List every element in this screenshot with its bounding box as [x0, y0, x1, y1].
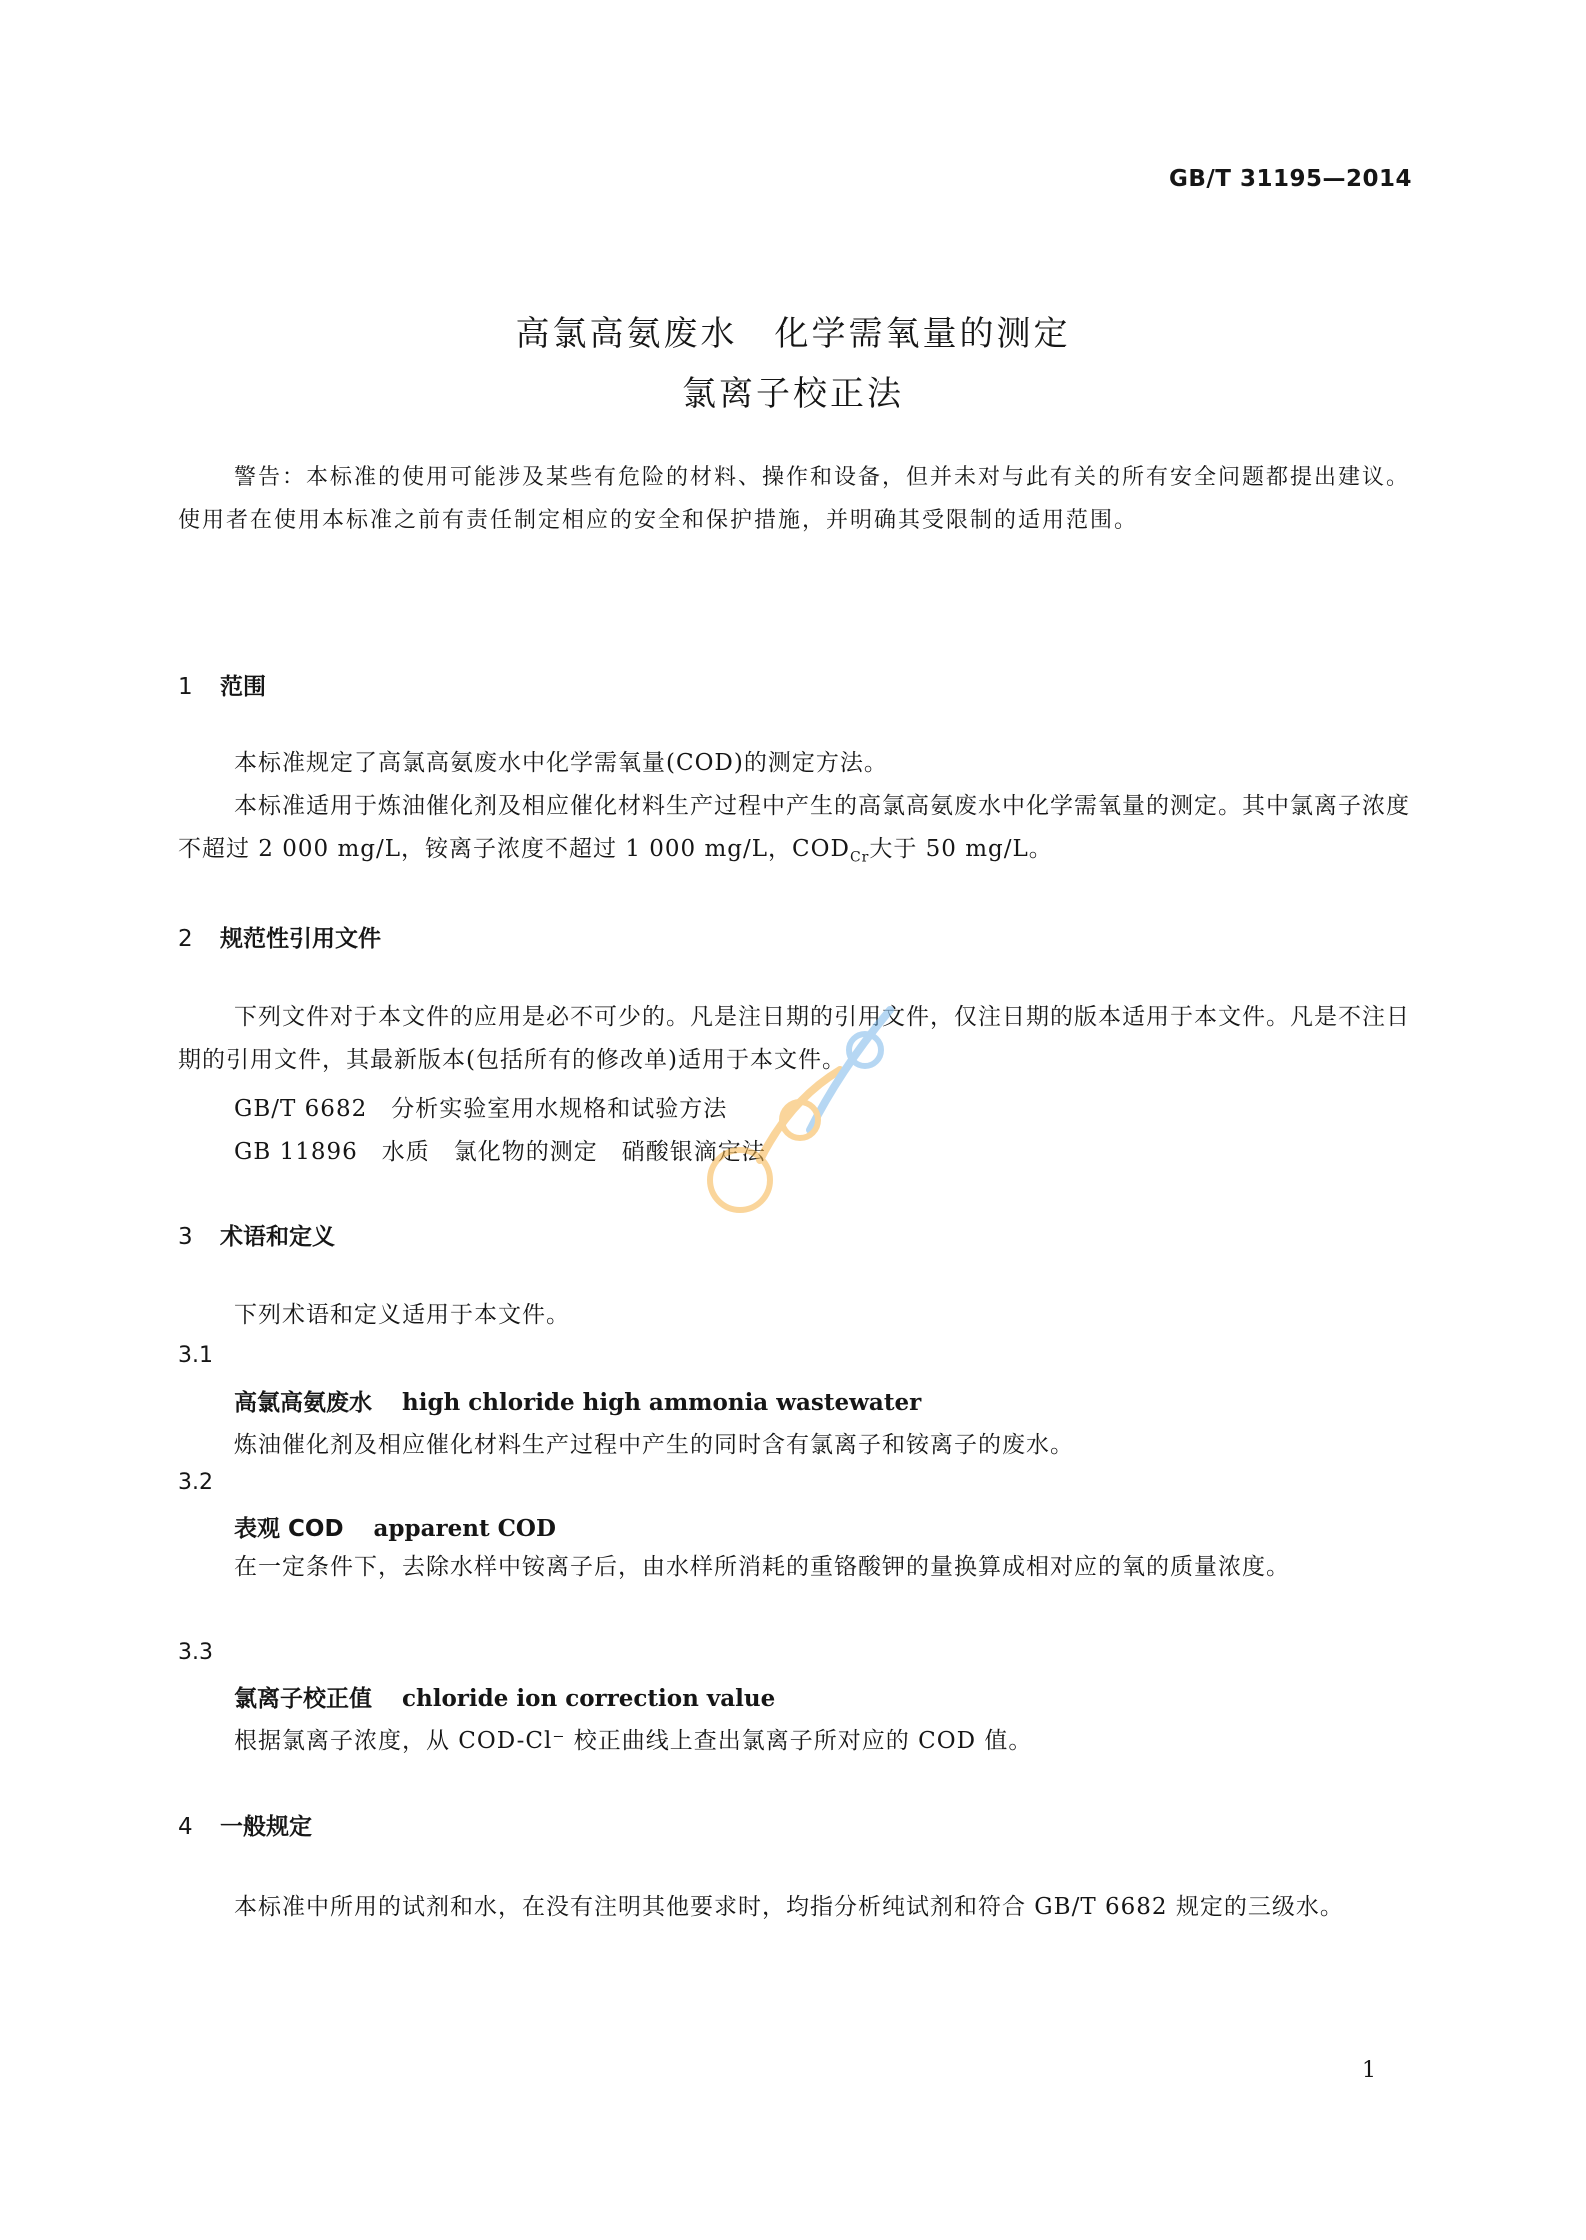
section-number: 3: [178, 1224, 193, 1250]
term-number: 3.3: [178, 1640, 213, 1665]
term-number: 3.1: [178, 1343, 213, 1368]
section-number: 2: [178, 926, 193, 952]
standard-number: GB/T 31195—2014: [1168, 166, 1412, 192]
document-subtitle: 氯离子校正法: [682, 374, 904, 414]
watermark-logo-icon: [690, 980, 920, 1240]
term-definition: 炼油催化剂及相应催化材料生产过程中产生的同时含有氯离子和铵离子的废水。: [234, 1432, 1074, 1458]
term-heading: 氯离子校正值 chloride ion correction value: [234, 1685, 776, 1712]
cod-subscript: Cr: [849, 849, 870, 866]
section-heading-scope: [178, 668, 266, 701]
scope-paragraph-2: 本标准适用于炼油催化剂及相应催化材料生产过程中产生的高氯高氨废水中化学需氧量的测定。其中氯离子浓度不超过 2 000 mg/L，铵离子浓度不超过 1 000 mg/L，$COD_{Cr}$大于 50 mg/L。: [178, 793, 1410, 866]
term-heading: 高氯高氨废水 high chloride high ammonia wastewater: [234, 1389, 922, 1416]
scope-paragraph-1: 本标准规定了高氯高氨废水中化学需氧量(COD)的测定方法。: [234, 750, 888, 776]
reference-item: GB 11896 水质 氯化物的测定 硝酸银滴定法: [234, 1139, 766, 1165]
section-title: 规范性引用文件: [220, 926, 381, 952]
section-heading-terms-definitions: [178, 1218, 335, 1251]
references-paragraph: 下列文件对于本文件的应用是必不可少的。凡是注日期的引用文件，仅注日期的版本适用于本文件。凡是不注日期的引用文件，其最新版本(包括所有的修改单)适用于本文件。: [178, 1004, 1410, 1073]
section-number: 1: [178, 674, 193, 700]
warning-paragraph: 警告：本标准的使用可能涉及某些有危险的材料、操作和设备，但并未对与此有关的所有安全问题都提出建议。使用者在使用本标准之前有责任制定相应的安全和保护措施，并明确其受限制的适用范围。: [178, 465, 1411, 533]
section-title: 术语和定义: [220, 1224, 335, 1250]
section-heading-general-provisions: [178, 1808, 312, 1841]
terms-intro: 下列术语和定义适用于本文件。: [234, 1302, 570, 1328]
term-definition: 根据氯离子浓度，从 COD-Cl⁻ 校正曲线上查出氯离子所对应的 COD 值。: [234, 1728, 1033, 1754]
page-number: 1: [1362, 2058, 1376, 2083]
term-definition: 在一定条件下，去除水样中铵离子后，由水样所消耗的重铬酸钾的量换算成相对应的氧的质量浓度。: [234, 1554, 1290, 1580]
term-number: 3.2: [178, 1470, 213, 1495]
section-title: 一般规定: [220, 1814, 312, 1840]
document-title: 高氯高氨废水 化学需氧量的测定: [515, 314, 1071, 354]
general-provisions-paragraph: 本标准中所用的试剂和水，在没有注明其他要求时，均指分析纯试剂和符合 GB/T 6682 规定的三级水。: [234, 1894, 1344, 1920]
term-heading: 表观 COD apparent COD: [234, 1515, 556, 1542]
section-title: 范围: [220, 674, 266, 700]
section-number: 4: [178, 1814, 193, 1840]
section-heading-normative-references: [178, 920, 381, 953]
reference-item: GB/T 6682 分析实验室用水规格和试验方法: [234, 1096, 728, 1122]
